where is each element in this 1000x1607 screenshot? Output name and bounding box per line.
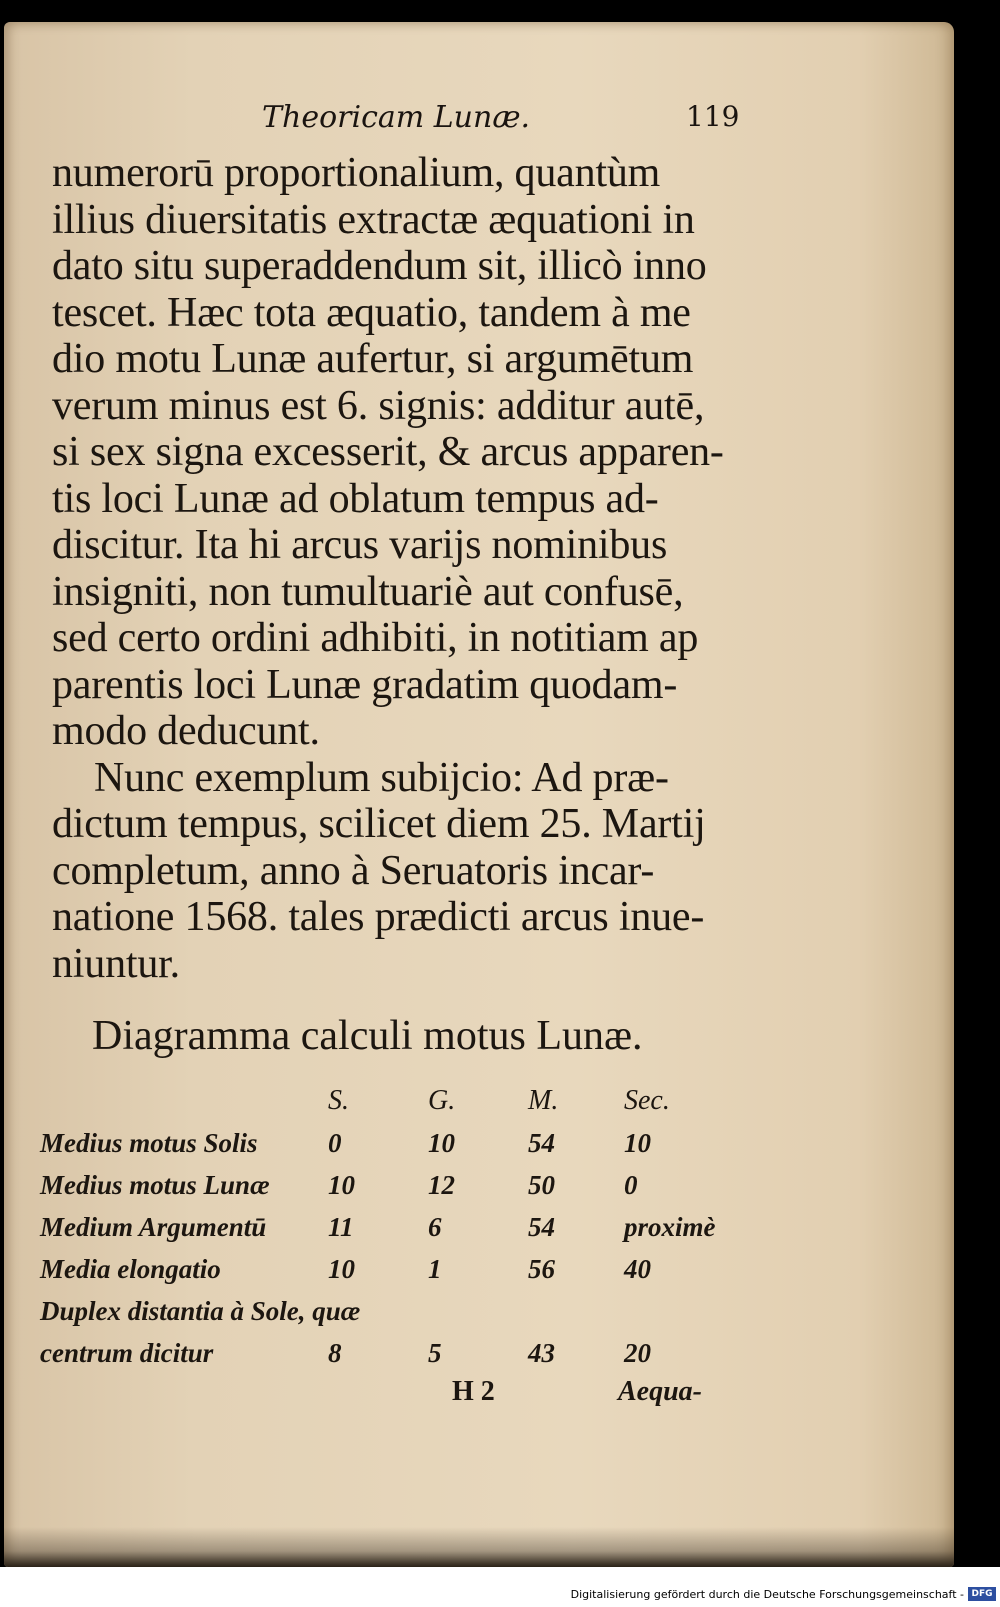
text-line: niuntur.	[52, 940, 180, 987]
cell-signs: 11	[328, 1211, 354, 1242]
header-degrees: G.	[428, 1085, 456, 1116]
row-label: Medius motus Solis	[40, 1127, 258, 1158]
cell-degrees: 10	[428, 1127, 455, 1158]
cell-minutes: 50	[528, 1169, 555, 1200]
row-label: Duplex distantia à Sole, quæ	[40, 1295, 361, 1326]
table-row	[40, 1206, 764, 1248]
cell-minutes: 54	[528, 1211, 555, 1242]
cell-degrees: 12	[428, 1169, 455, 1200]
text-line: natione 1568. tales prædicti arcus inue-	[52, 894, 705, 940]
cell-minutes: 54	[528, 1127, 555, 1158]
table-row	[40, 1290, 764, 1332]
table-header-row	[40, 1080, 764, 1122]
text-line: completum, anno à Seruatoris incar-	[52, 847, 655, 894]
funding-credit: Digitalisierung gefördert durch die Deutsche Forschungsgemeinschaft -	[570, 1588, 964, 1601]
calculation-table	[40, 1080, 764, 1374]
text-line: illius diuersitatis extractæ æquationi in	[52, 196, 695, 243]
text-line: modo deducunt.	[52, 708, 320, 754]
header-label	[40, 1080, 328, 1122]
table-row	[40, 1332, 764, 1374]
cell-signs: 8	[328, 1337, 342, 1368]
text-line: dio motu Lunæ aufertur, si argumētum	[52, 336, 694, 382]
cell-seconds: proximè	[624, 1211, 716, 1242]
text-line: Nunc exemplum subijcio: Ad præ-	[94, 754, 669, 801]
text-line: discitur. Ita hi arcus varijs nominibus	[52, 522, 668, 568]
text-line: dato situ superaddendum sit, illicò inno	[52, 243, 707, 289]
header-minutes: M.	[528, 1085, 559, 1116]
table-row	[40, 1248, 764, 1290]
table-row	[40, 1164, 764, 1206]
text-line: parentis loci Lunæ gradatim quodam-	[52, 661, 678, 708]
cell-seconds: 40	[624, 1253, 651, 1284]
row-label: Media elongatio	[40, 1253, 221, 1284]
text-line: tis loci Lunæ ad oblatum tempus ad-	[52, 475, 659, 522]
table-row	[40, 1122, 764, 1164]
page-bottom-edge	[4, 1527, 954, 1567]
cell-signs: 10	[328, 1253, 355, 1284]
text-line: si sex signa excesserit, & arcus apparen-	[52, 429, 724, 475]
cell-degrees: 1	[428, 1253, 442, 1284]
cell-seconds: 0	[624, 1169, 638, 1200]
row-label: centrum dicitur	[40, 1337, 214, 1368]
dfg-logo: DFG	[968, 1587, 996, 1601]
text-line: verum minus est 6. signis: additur autē,	[52, 382, 705, 429]
row-label: Medius motus Lunæ	[40, 1169, 270, 1200]
cell-degrees: 5	[428, 1337, 442, 1368]
cell-degrees: 6	[428, 1211, 442, 1242]
body-text	[52, 150, 742, 987]
cell-minutes: 56	[528, 1253, 555, 1284]
cell-seconds: 20	[624, 1337, 651, 1368]
text-line: tescet. Hæc tota æquatio, tandem à me	[52, 289, 691, 336]
text-line: dictum tempus, scilicet diem 25. Martij	[52, 801, 706, 847]
diagram-title: Diagramma calculi motus Lunæ.	[92, 1013, 643, 1059]
text-line: insigniti, non tumultuariè aut confusē,	[52, 568, 684, 615]
text-line: sed certo ordini adhibiti, in notitiam ap	[52, 615, 699, 661]
page-number: 119	[686, 100, 740, 133]
cell-signs: 10	[328, 1169, 355, 1200]
catchword: Aequa-	[618, 1376, 702, 1407]
row-label: Medium Argumentū	[40, 1211, 267, 1242]
text-line: numerorū proportionalium, quantùm	[52, 150, 661, 196]
cell-signs: 0	[328, 1127, 342, 1158]
header-signs: S.	[328, 1085, 349, 1116]
footer-bar	[0, 1567, 1000, 1607]
header-seconds: Sec.	[624, 1085, 670, 1116]
running-head: Theoricam Lunæ.	[262, 100, 531, 135]
cell-seconds: 10	[624, 1127, 651, 1158]
book-page	[4, 22, 954, 1567]
signature-mark: H 2	[452, 1376, 495, 1407]
cell-minutes: 43	[528, 1337, 555, 1368]
